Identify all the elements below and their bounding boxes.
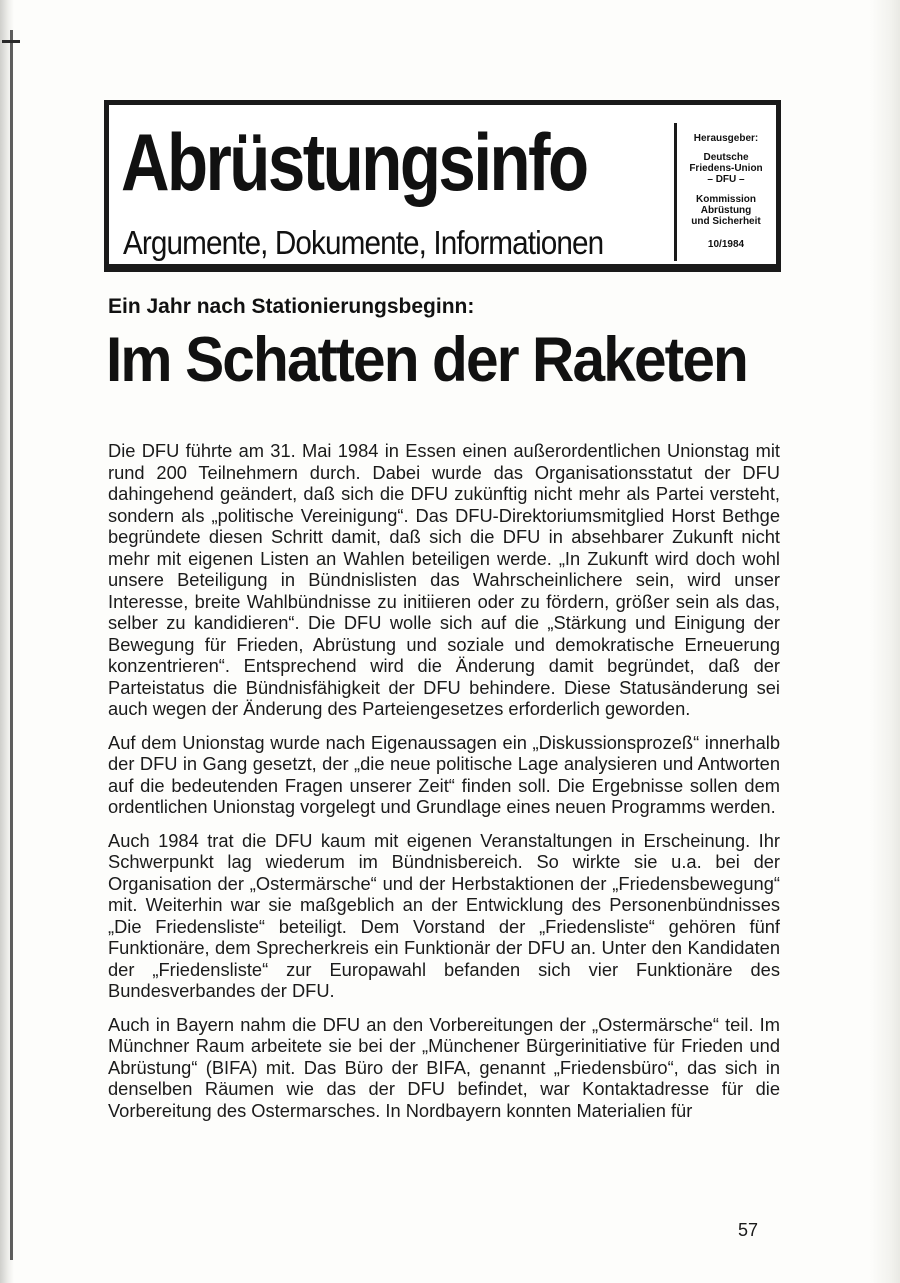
article-kicker: Ein Jahr nach Stationierungsbeginn: xyxy=(108,295,475,318)
scan-binding-line xyxy=(10,30,13,1260)
masthead-subtitle: Argumente, Dokumente, Informationen xyxy=(123,224,604,261)
masthead-title: Abrüstungsinfo xyxy=(121,118,587,208)
commission-line-1: Kommission xyxy=(695,194,756,205)
body-paragraph: Auch in Bayern nahm die DFU an den Vorbereitungen der „Ostermärsche“ teil. Im Münchner Raum arbeitete sie bei der „Münchener Bürgerinitiative für Frieden und Abrüstung“ (BIFA) mit. Das Büro der BIFA, genannt „Friedensbüro“, das sich in denselben Räumen wie das der DFU befindet, war Kontaktadresse für die Vorbereitung des Ostermarsches. In Nordbayern konnten Materialien für xyxy=(108,1013,780,1121)
publisher-org-line-2: Friedens-Union xyxy=(689,163,763,174)
scan-right-shadow xyxy=(870,0,900,1283)
body-paragraph: Auf dem Unionstag wurde nach Eigenaussagen ein „Diskussionsprozeß“ innerhalb der DFU in Gang gesetzt, der „die neue politische Lage analysieren und Antworten auf die bedeutenden Fragen unserer Zeit“ finden soll. Die Ergebnisse sollen dem ordentlichen Unionstag vorgelegt und Grundlage eines neuen Programms werden. xyxy=(108,731,780,817)
commission-line-2: Abrüstung xyxy=(700,205,752,216)
masthead-banner xyxy=(104,100,781,272)
publisher-box xyxy=(680,133,772,250)
issue-number: 10/1984 xyxy=(707,239,745,250)
body-paragraph: Die DFU führte am 31. Mai 1984 in Essen einen außerordentlichen Unionstag mit rund 200 Teilnehmern durch. Dabei wurde das Organisationsstatut der DFU dahingehend geändert, daß sich die DFU zukünftig nicht mehr als Partei versteht, sondern als „politische Vereinigung“. Das DFU-Direktoriumsmitglied Horst Bethge begründete diesen Schritt damit, daß sich die DFU in absehbarer Zukunft nicht mehr mit eigenen Listen an Wahlen beteiligen werde. „In Zukunft wird doch wohl unsere Beteiligung in Bündnislisten das Wahrscheinlichere sein, wird unser Interesse, breite Wahlbündnisse zu initiieren oder zu fördern, größer sein als das, selber zu kandidieren“. Die DFU wolle sich auf die „Stärkung und Einigung der Bewegung für Frieden, Abrüstung und soziale und demokratische Erneuerung konzentrieren“. Entsprechend wird die Änderung damit begründet, daß der Parteistatus die Bündnisfähigkeit der DFU behindere. Diese Statusänderung sei auch wegen der Änderung des Parteiengesetzes erforderlich geworden. xyxy=(108,440,780,719)
body-paragraph: Auch 1984 trat die DFU kaum mit eigenen Veranstaltungen in Erscheinung. Ihr Schwerpunkt lag wiederum im Bündnisbereich. So wirkte sie u.a. bei der Organisation der „Ostermärsche“ und der Herbstaktionen der „Friedensbewegung“ mit. Weiterhin war sie maßgeblich an der Entwicklung des Personenbündnisses „Die Friedensliste“ beteiligt. Dem Vorstand der „Friedensliste“ gehören fünf Funktionäre, dem Sprecherkreis ein Funktionär der DFU an. Unter den Kandidaten der „Friedensliste“ zur Europawahl befanden sich vier Funktionäre des Bundesverbandes der DFU. xyxy=(108,829,780,1001)
scan-corner-mark xyxy=(2,40,20,43)
article-body xyxy=(108,440,780,1133)
masthead-divider xyxy=(674,123,677,261)
publisher-label: Herausgeber: xyxy=(693,133,759,144)
commission-line-3: und Sicherheit xyxy=(691,216,761,227)
publisher-org-line-1: Deutsche xyxy=(703,152,749,163)
publisher-org-line-3: – DFU – xyxy=(707,174,745,185)
page-number: 57 xyxy=(738,1220,759,1240)
article-headline: Im Schatten der Raketen xyxy=(106,325,748,395)
